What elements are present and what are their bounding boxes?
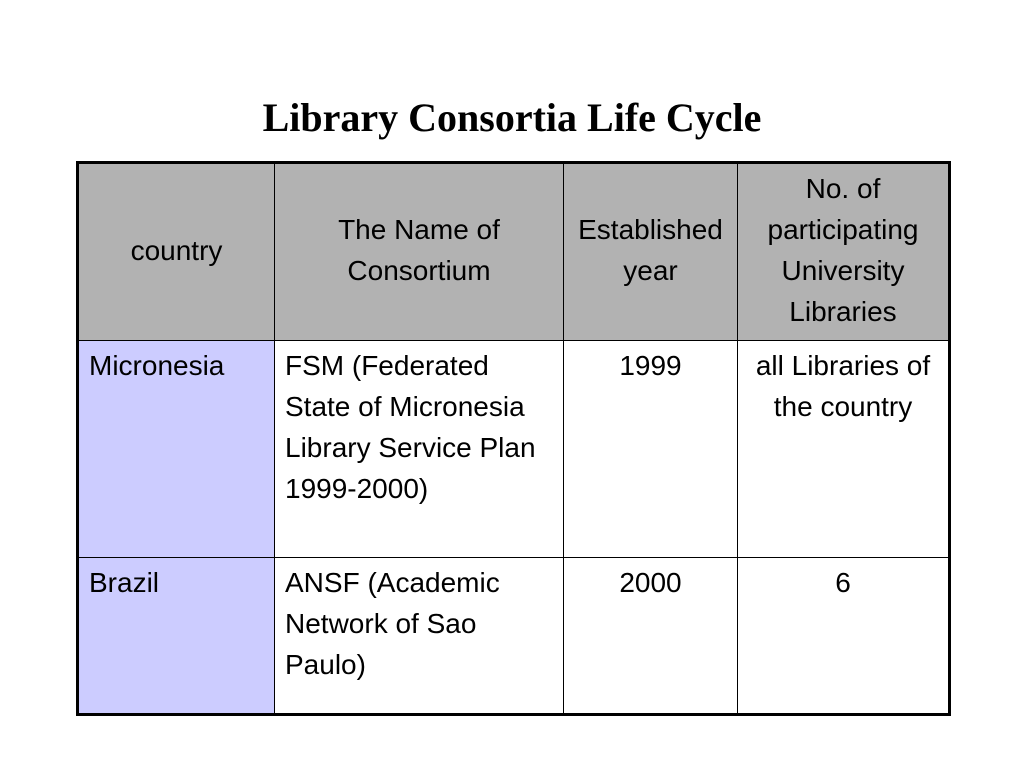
consortium-name-cell: FSM (Federated State of Micronesia Library Service Plan 1999-2000) — [275, 341, 564, 558]
participating-libraries-cell: 6 — [738, 558, 950, 715]
country-cell: Micronesia — [78, 341, 275, 558]
header-country: country — [78, 163, 275, 341]
participating-libraries-cell: all Libraries of the country — [738, 341, 950, 558]
consortium-name-cell: ANSF (Academic Network of Sao Paulo) — [275, 558, 564, 715]
table-body — [78, 341, 950, 715]
table-row — [78, 558, 950, 715]
established-year-cell: 2000 — [564, 558, 738, 715]
country-cell: Brazil — [78, 558, 275, 715]
consortia-table — [76, 161, 951, 716]
header-consortium-name: The Name of Consortium — [275, 163, 564, 341]
table-row — [78, 341, 950, 558]
header-established-year: Established year — [564, 163, 738, 341]
slide-title: Library Consortia Life Cycle — [262, 95, 762, 140]
header-row — [78, 163, 950, 341]
header-participating-libraries: No. of participating University Libraries — [738, 163, 950, 341]
table-header — [78, 163, 950, 341]
established-year-cell: 1999 — [564, 341, 738, 558]
